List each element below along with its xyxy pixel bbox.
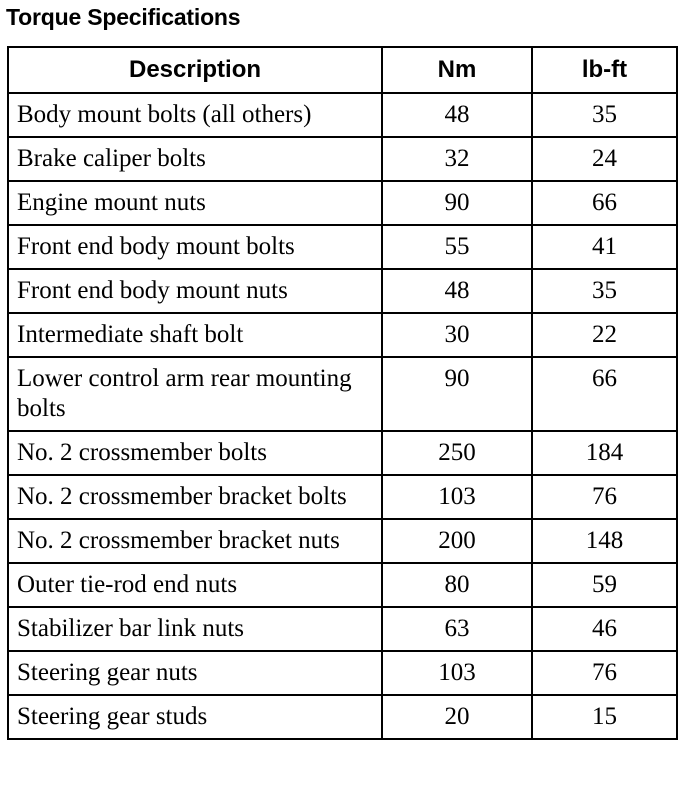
table-row [8,431,677,475]
cell-description: Steering gear nuts [8,651,382,695]
cell-lbft: 76 [532,475,677,519]
cell-lbft: 184 [532,431,677,475]
table-row [8,93,677,137]
cell-lbft: 41 [532,225,677,269]
torque-spec-table [7,46,678,740]
cell-description: Front end body mount nuts [8,269,382,313]
table-row [8,313,677,357]
cell-nm: 90 [382,357,532,431]
cell-nm: 48 [382,93,532,137]
cell-lbft: 22 [532,313,677,357]
table-row [8,563,677,607]
column-header-description: Description [8,47,382,93]
cell-description: Intermediate shaft bolt [8,313,382,357]
cell-description: Brake caliper bolts [8,137,382,181]
table-row [8,475,677,519]
column-header-lbft: lb-ft [532,47,677,93]
cell-description: Front end body mount bolts [8,225,382,269]
cell-lbft: 148 [532,519,677,563]
cell-description: Lower control arm rear mounting bolts [8,357,382,431]
cell-lbft: 15 [532,695,677,739]
cell-nm: 200 [382,519,532,563]
table-row [8,695,677,739]
cell-nm: 103 [382,475,532,519]
table-row [8,181,677,225]
cell-description: No. 2 crossmember bolts [8,431,382,475]
cell-lbft: 35 [532,269,677,313]
cell-description: No. 2 crossmember bracket bolts [8,475,382,519]
cell-lbft: 66 [532,181,677,225]
table-row [8,357,677,431]
table-header-row [8,47,677,93]
table-row [8,519,677,563]
table-row [8,607,677,651]
cell-description: Stabilizer bar link nuts [8,607,382,651]
cell-description: Outer tie-rod end nuts [8,563,382,607]
page-title: Torque Specifications [6,4,241,30]
cell-nm: 48 [382,269,532,313]
cell-nm: 30 [382,313,532,357]
cell-description: Steering gear studs [8,695,382,739]
cell-lbft: 35 [532,93,677,137]
cell-nm: 63 [382,607,532,651]
table-row [8,137,677,181]
cell-nm: 55 [382,225,532,269]
cell-nm: 20 [382,695,532,739]
cell-lbft: 76 [532,651,677,695]
table-row [8,225,677,269]
cell-lbft: 46 [532,607,677,651]
cell-description: Engine mount nuts [8,181,382,225]
cell-nm: 103 [382,651,532,695]
cell-nm: 32 [382,137,532,181]
cell-lbft: 66 [532,357,677,431]
cell-nm: 250 [382,431,532,475]
column-header-nm: Nm [382,47,532,93]
cell-description: No. 2 crossmember bracket nuts [8,519,382,563]
cell-lbft: 24 [532,137,677,181]
cell-nm: 90 [382,181,532,225]
table-row [8,269,677,313]
cell-description: Body mount bolts (all others) [8,93,382,137]
cell-nm: 80 [382,563,532,607]
table-row [8,651,677,695]
cell-lbft: 59 [532,563,677,607]
